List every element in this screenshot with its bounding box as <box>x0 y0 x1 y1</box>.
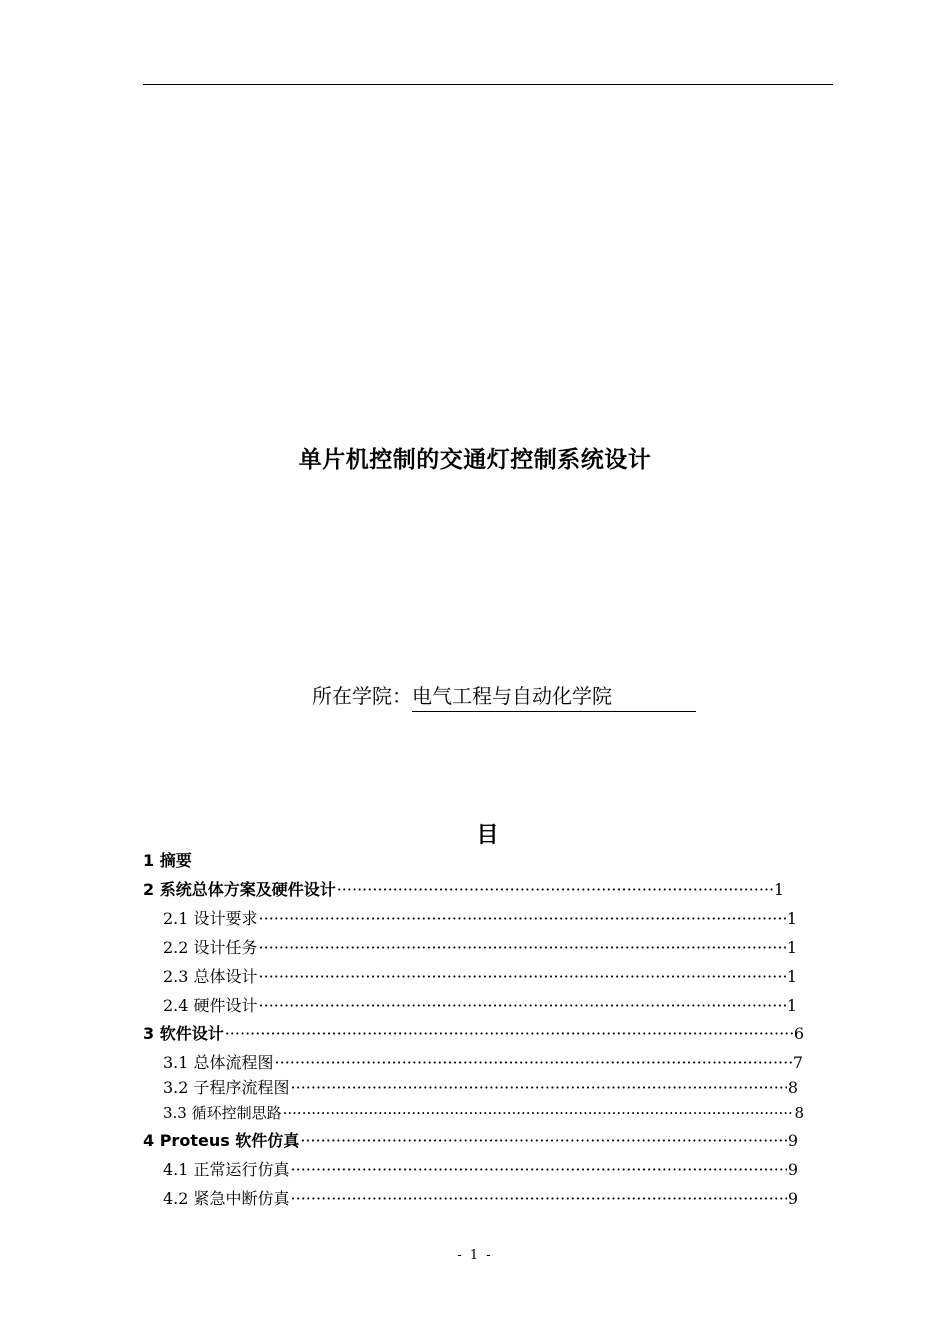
toc-leader-dots <box>225 1023 793 1045</box>
toc-entry-page: 9 <box>787 1160 798 1179</box>
toc-entry-software-design[interactable] <box>143 1023 804 1045</box>
toc-entry-overall-design[interactable] <box>163 966 797 988</box>
toc-entry-hardware-design[interactable] <box>163 995 797 1017</box>
toc-entry-normal-simulation[interactable] <box>163 1159 798 1181</box>
toc-entry-requirements[interactable] <box>163 908 797 930</box>
toc-entry-page: 1 <box>786 938 797 957</box>
toc-entry-title: 3 软件设计 <box>143 1024 224 1043</box>
toc-leader-dots <box>275 1052 792 1074</box>
toc-entry-loop-control[interactable] <box>163 1102 804 1124</box>
toc-entry-page: 1 <box>773 880 784 899</box>
toc-entry-page: 1 <box>786 909 797 928</box>
toc-entry-page: 8 <box>787 1078 798 1097</box>
toc-entry-title: 2.3 总体设计 <box>163 967 258 986</box>
toc-entry-proteus-simulation[interactable] <box>143 1130 798 1152</box>
header-rule <box>143 84 833 85</box>
toc-entry-page: 8 <box>794 1104 804 1122</box>
college-label: 所在学院： <box>312 684 412 708</box>
page-number: - 1 - <box>457 1248 493 1263</box>
toc-leader-dots <box>291 1159 787 1181</box>
toc-entry-system-design[interactable] <box>143 879 784 901</box>
toc-entry-page: 1 <box>786 996 797 1015</box>
document-title: 单片机控制的交通灯控制系统设计 <box>298 447 652 473</box>
college-line <box>312 680 696 712</box>
toc-leader-dots <box>337 879 773 901</box>
toc-leader-dots <box>259 966 786 988</box>
toc-leader-dots <box>291 1188 787 1210</box>
toc-entry-page: 1 <box>786 967 797 986</box>
toc-entry-title: 2.1 设计要求 <box>163 909 258 928</box>
college-value: 电气工程与自动化学院 <box>412 680 696 712</box>
toc-entry-title: 2.2 设计任务 <box>163 938 258 957</box>
toc-heading: 目 <box>476 823 499 848</box>
toc-leader-dots <box>259 995 786 1017</box>
toc-entry-emergency-simulation[interactable] <box>163 1188 798 1210</box>
toc-entry-subroutine-flowchart[interactable] <box>163 1077 798 1099</box>
toc-entry-tasks[interactable] <box>163 937 797 959</box>
toc-entry-title: 4 Proteus 软件仿真 <box>143 1131 300 1150</box>
toc-entry-page: 6 <box>793 1024 804 1043</box>
toc-leader-dots <box>291 1077 787 1099</box>
toc-entry-title: 3.2 子程序流程图 <box>163 1078 290 1097</box>
toc-entry-page: 9 <box>787 1189 798 1208</box>
toc-leader-dots <box>259 937 786 959</box>
toc-entry-abstract[interactable] <box>143 850 192 872</box>
toc-entry-title: 1 摘要 <box>143 851 192 870</box>
toc-entry-title: 4.1 正常运行仿真 <box>163 1160 290 1179</box>
toc-entry-title: 2.4 硬件设计 <box>163 996 258 1015</box>
toc-entry-title: 2 系统总体方案及硬件设计 <box>143 880 336 899</box>
toc-entry-page: 7 <box>792 1053 803 1072</box>
toc-entry-title: 3.1 总体流程图 <box>163 1053 274 1072</box>
toc-leader-dots <box>283 1102 794 1124</box>
toc-entry-title: 4.2 紧急中断仿真 <box>163 1189 290 1208</box>
toc-entry-flowchart[interactable] <box>163 1052 803 1074</box>
toc-entry-title: 3.3 循环控制思路 <box>163 1104 282 1122</box>
toc-leader-dots <box>300 1130 787 1152</box>
toc-entry-page: 9 <box>787 1131 798 1150</box>
toc-leader-dots <box>259 908 786 930</box>
